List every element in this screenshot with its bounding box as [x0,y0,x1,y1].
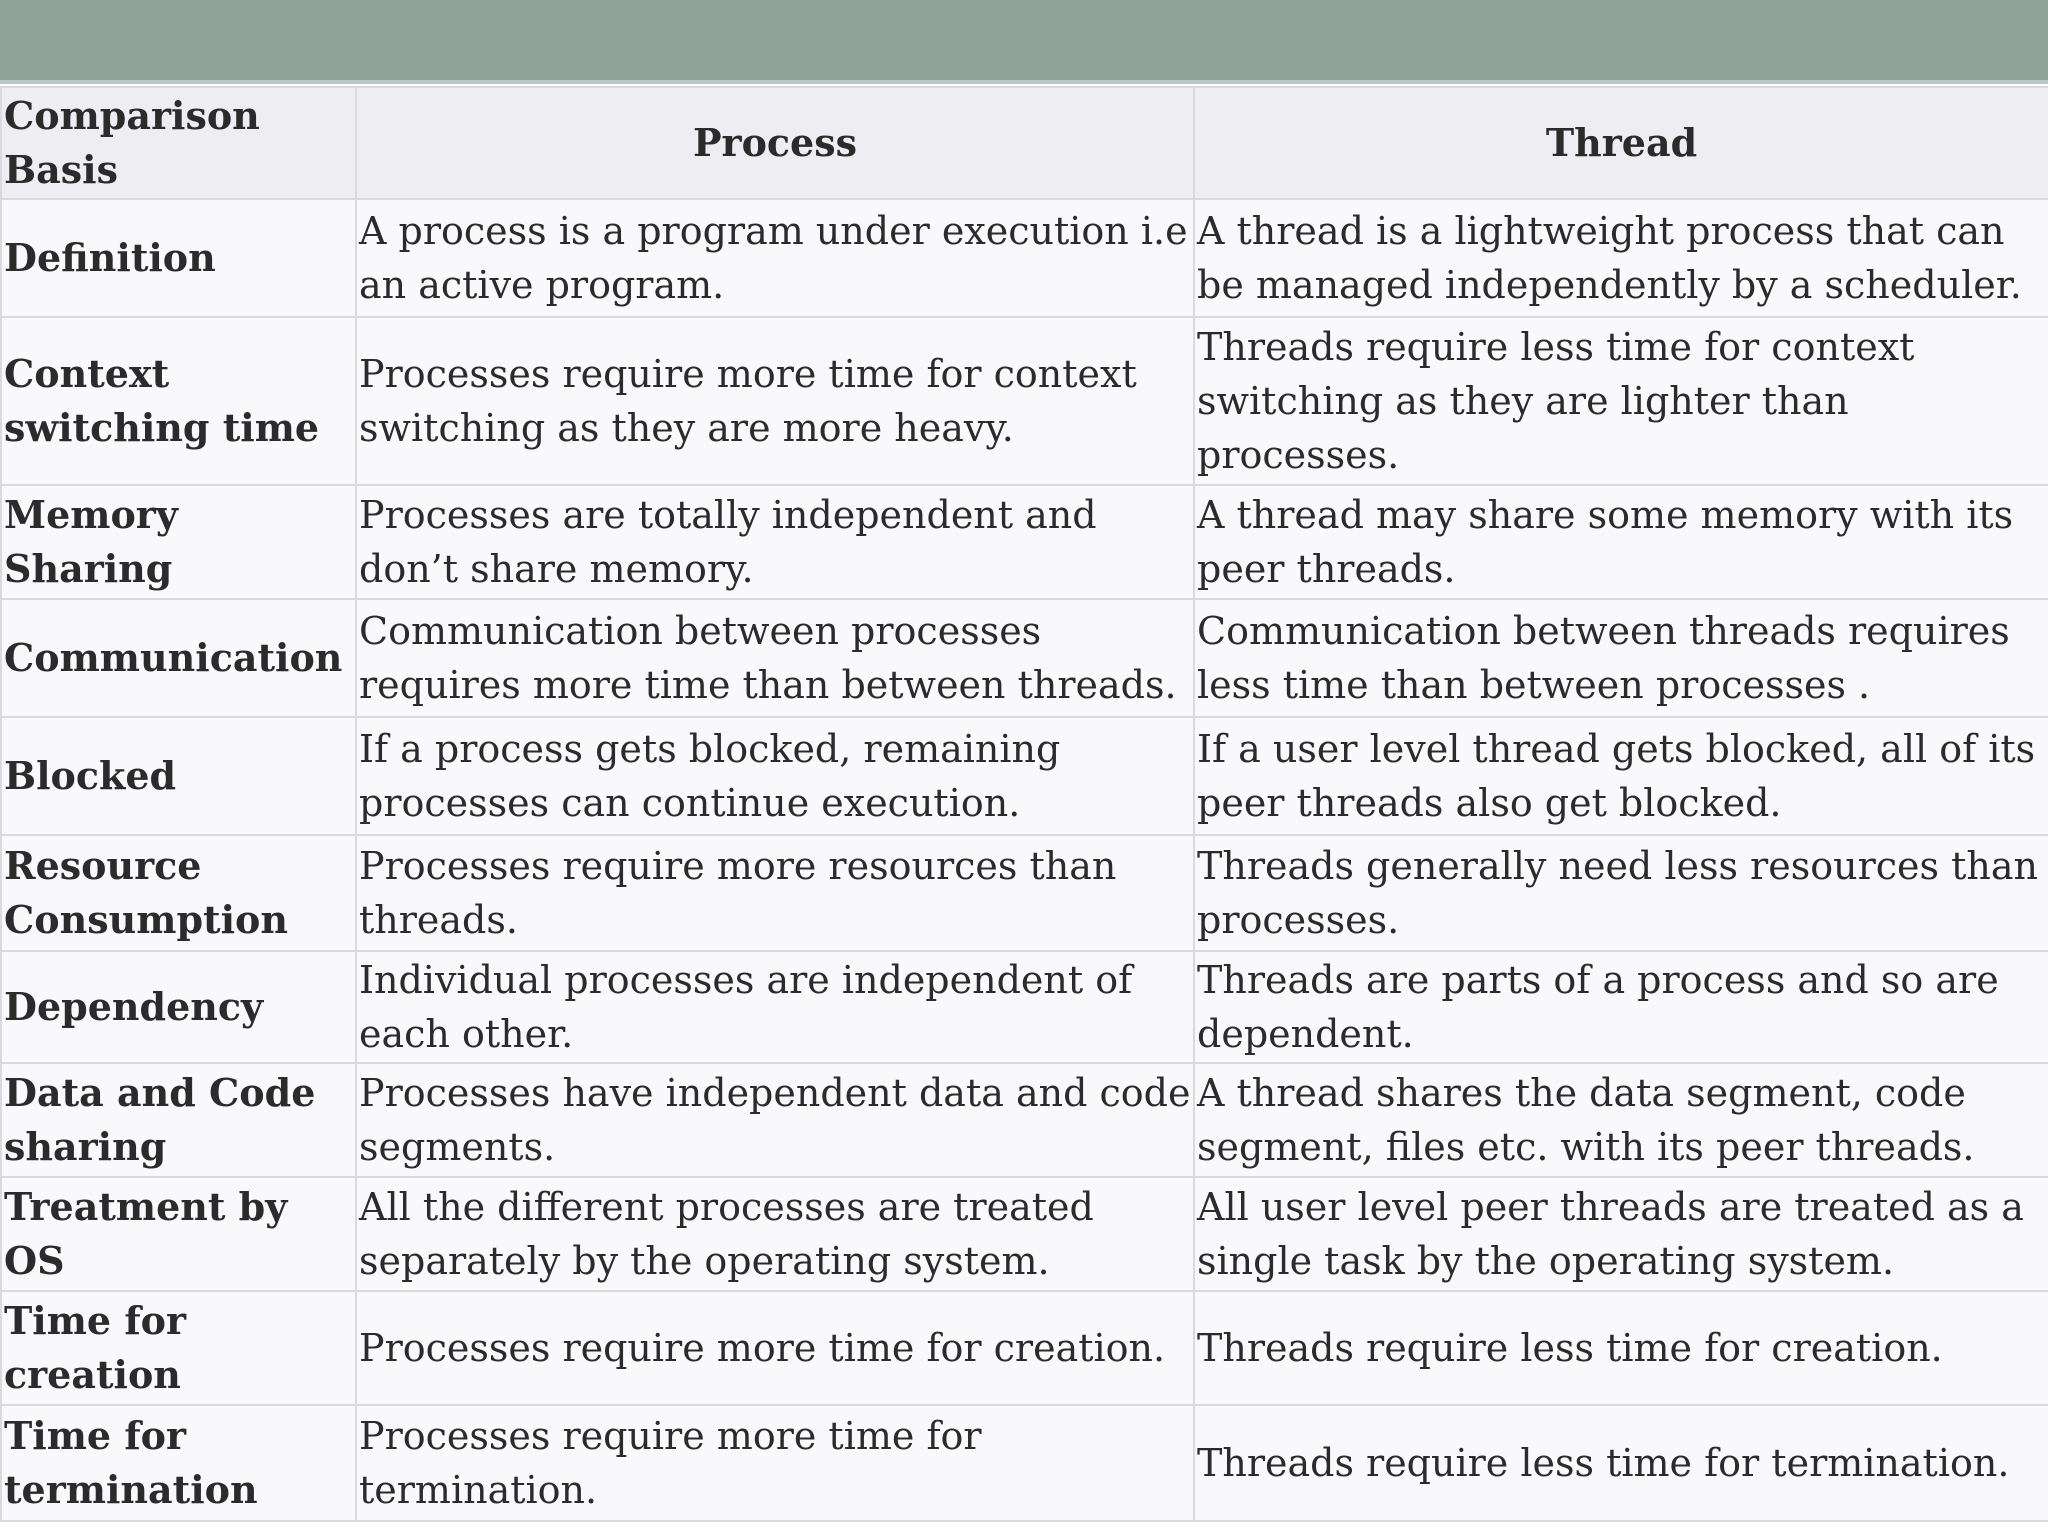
thread-cell: A thread is a lightweight process that can be managed independently by a scheduler. [1194,199,2048,317]
row-basis-cell: Memory Sharing [1,485,356,599]
thread-cell: If a user level thread gets blocked, all of its peer threads also get blocked. [1194,717,2048,835]
thread-cell: Threads require less time for creation. [1194,1291,2048,1405]
row-basis-cell: Data and Code sharing [1,1063,356,1177]
process-cell: Processes have independent data and code segments. [356,1063,1194,1177]
process-cell: All the different processes are treated separately by the operating system. [356,1177,1194,1291]
row-basis-cell: Definition [1,199,356,317]
thread-cell: Threads require less time for context switching as they are lighter than processes. [1194,317,2048,485]
comparison-table [0,86,2048,1522]
table-header-row [1,87,2048,199]
table-row [1,1291,2048,1405]
table-row [1,717,2048,835]
process-cell: Processes require more time for creation. [356,1291,1194,1405]
thread-cell: All user level peer threads are treated as a single task by the operating system. [1194,1177,2048,1291]
table-row [1,835,2048,951]
row-basis-cell: Time for termination [1,1405,356,1521]
row-basis-cell: Communication [1,599,356,717]
title-banner [0,0,2048,80]
thread-cell: Communication between threads requires less time than between processes . [1194,599,2048,717]
process-cell: Individual processes are independent of each other. [356,951,1194,1063]
process-cell: A process is a program under execution i.e an active program. [356,199,1194,317]
table-row [1,317,2048,485]
header-comparison-basis: Comparison Basis [1,87,356,199]
process-cell: Processes require more time for termination. [356,1405,1194,1521]
process-cell: If a process gets blocked, remaining processes can continue execution. [356,717,1194,835]
thread-cell: A thread may share some memory with its peer threads. [1194,485,2048,599]
process-cell: Processes require more resources than threads. [356,835,1194,951]
row-basis-cell: Context switching time [1,317,356,485]
banner-divider [0,80,2048,84]
row-basis-cell: Treatment by OS [1,1177,356,1291]
row-basis-cell: Time for creation [1,1291,356,1405]
thread-cell: A thread shares the data segment, code segment, files etc. with its peer threads. [1194,1063,2048,1177]
table-row [1,1405,2048,1521]
table-row [1,951,2048,1063]
process-cell: Communication between processes requires more time than between threads. [356,599,1194,717]
header-process: Process [356,87,1194,199]
process-cell: Processes are totally independent and don’t share memory. [356,485,1194,599]
thread-cell: Threads require less time for termination. [1194,1405,2048,1521]
table-row [1,485,2048,599]
header-thread: Thread [1194,87,2048,199]
thread-cell: Threads generally need less resources than processes. [1194,835,2048,951]
row-basis-cell: Dependency [1,951,356,1063]
table-row [1,1177,2048,1291]
row-basis-cell: Blocked [1,717,356,835]
row-basis-cell: Resource Consumption [1,835,356,951]
process-cell: Processes require more time for context switching as they are more heavy. [356,317,1194,485]
table-row [1,1063,2048,1177]
thread-cell: Threads are parts of a process and so are dependent. [1194,951,2048,1063]
table-row [1,599,2048,717]
table-row [1,199,2048,317]
